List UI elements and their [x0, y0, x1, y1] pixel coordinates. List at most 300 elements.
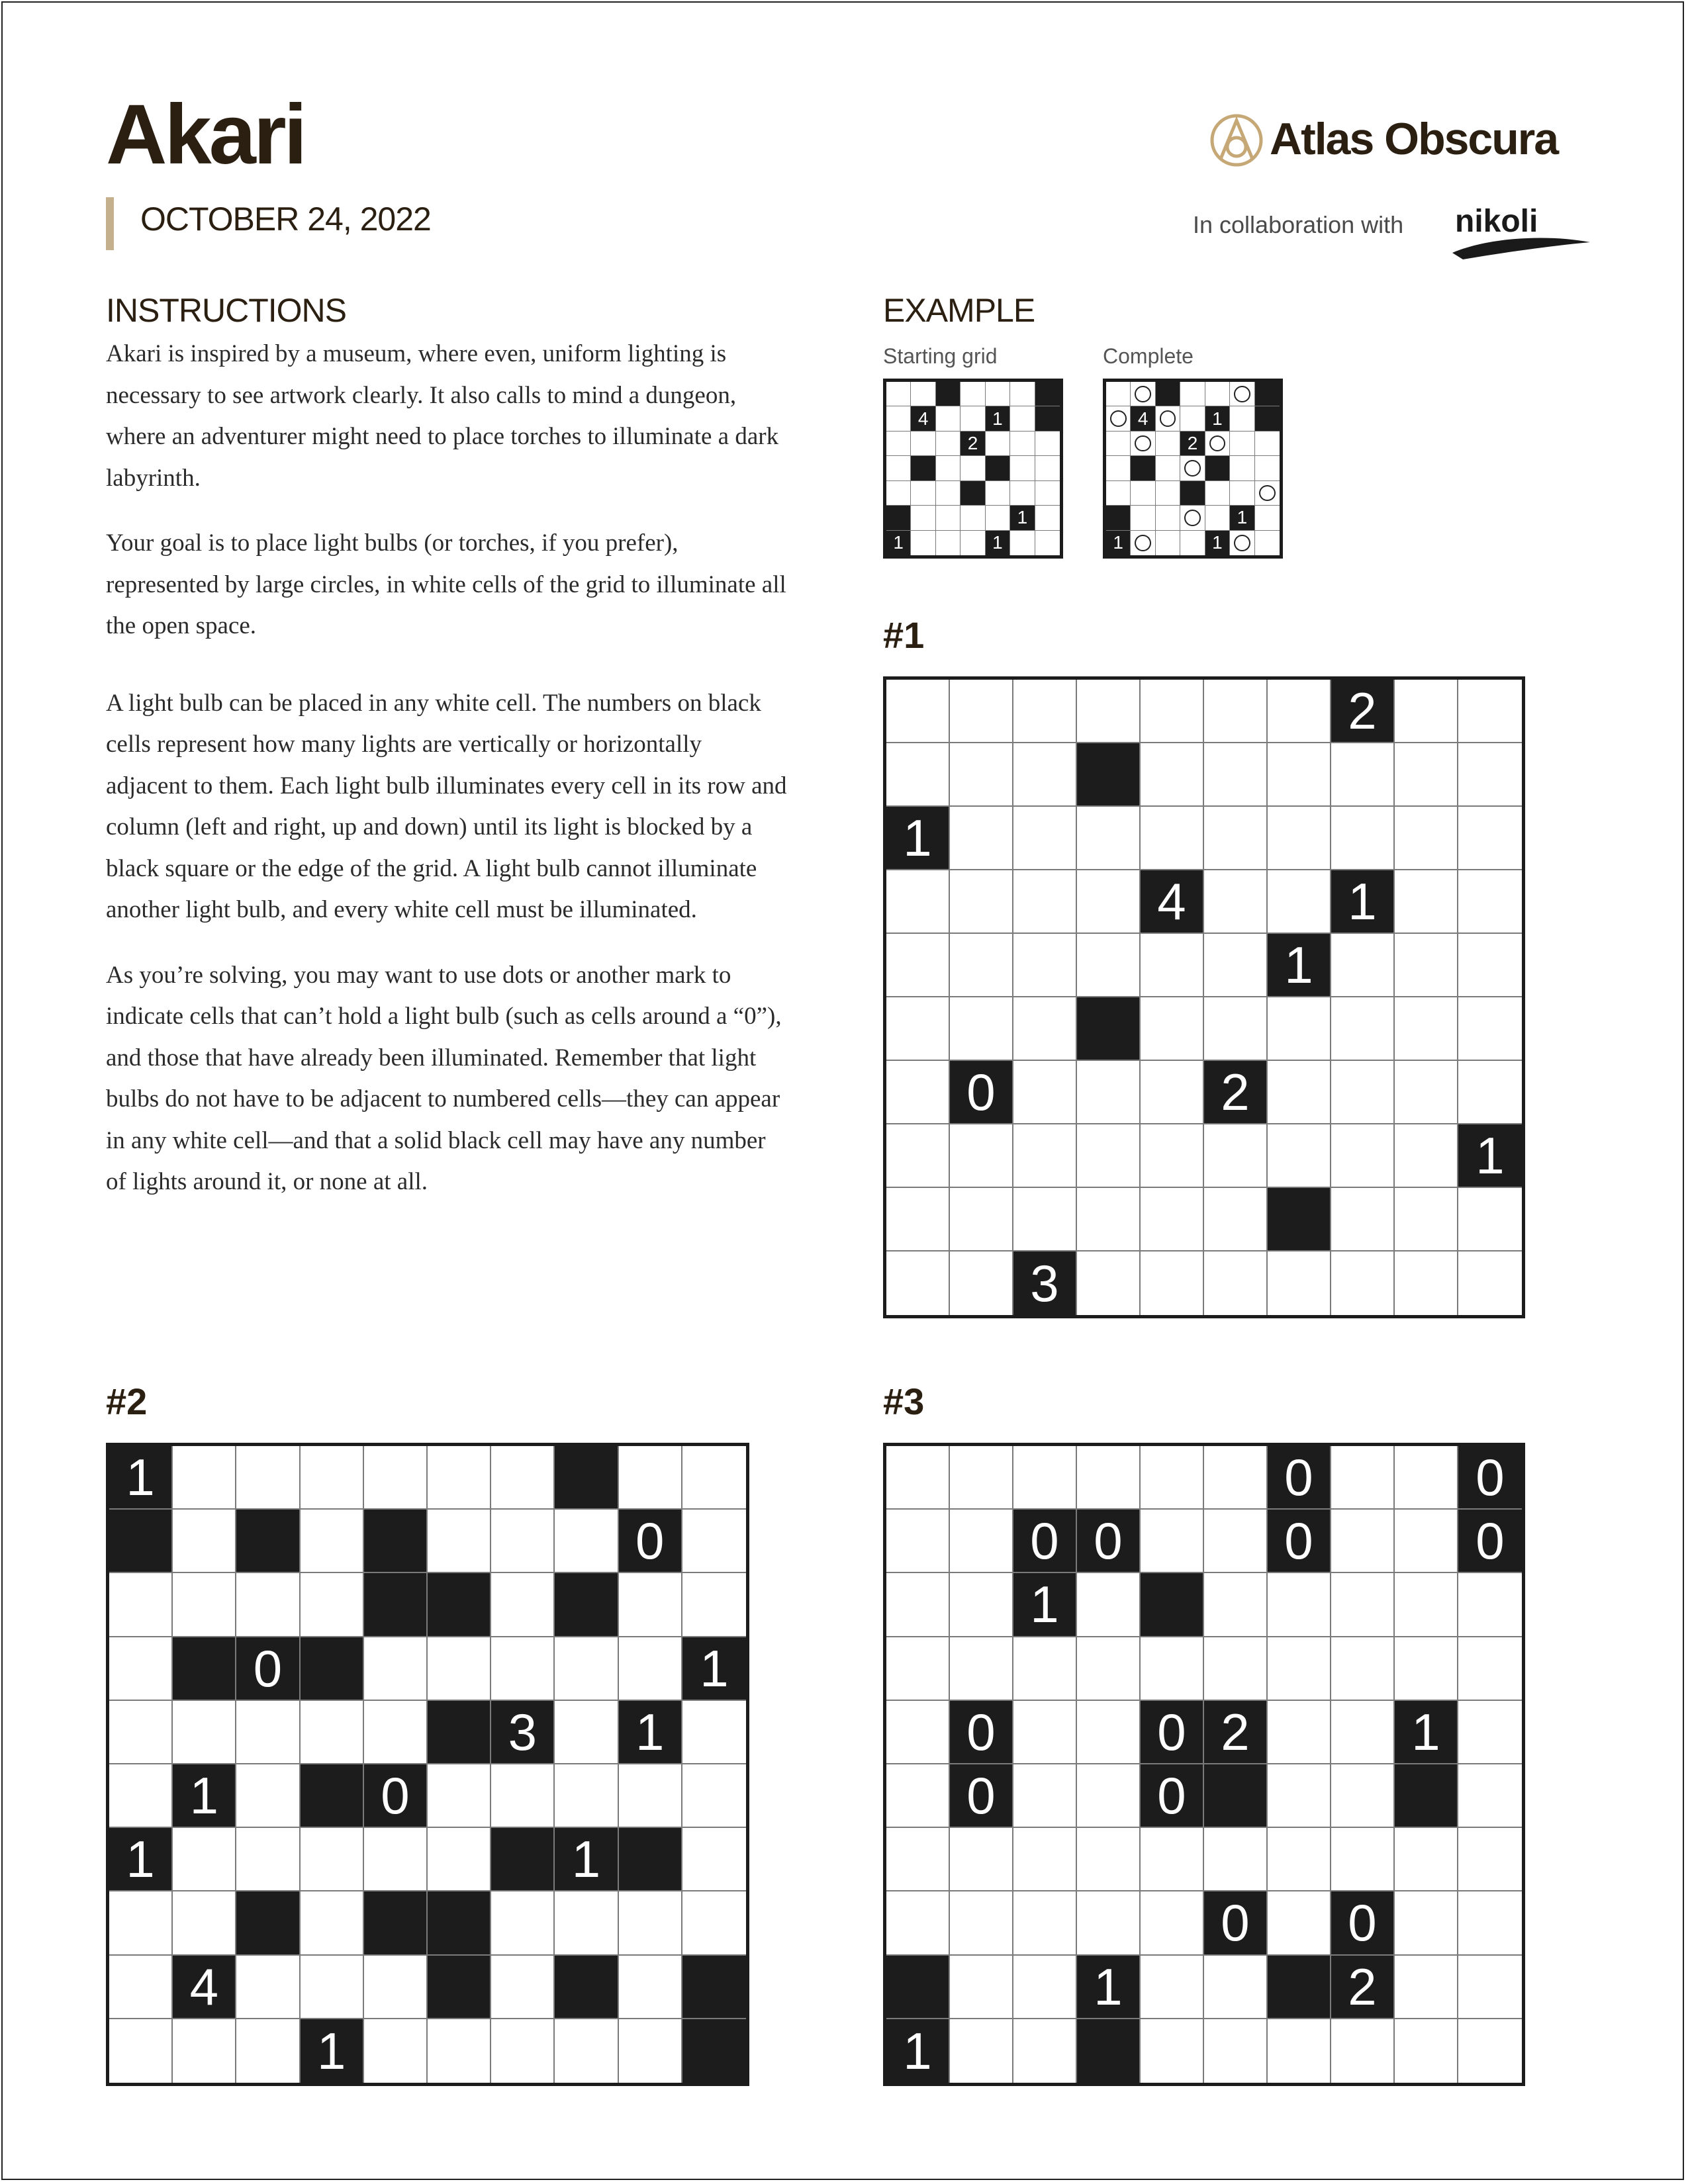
white-cell[interactable]	[950, 2019, 1013, 2083]
white-cell[interactable]	[1077, 1891, 1141, 1955]
white-cell[interactable]	[364, 1956, 428, 2019]
white-cell[interactable]	[1458, 934, 1522, 997]
white-cell[interactable]	[1255, 506, 1280, 530]
white-cell[interactable]	[1077, 1188, 1141, 1251]
white-cell[interactable]	[986, 432, 1010, 456]
white-cell[interactable]	[1180, 406, 1205, 431]
white-cell[interactable]	[1268, 1124, 1331, 1188]
white-cell[interactable]	[1204, 807, 1268, 870]
white-cell[interactable]	[950, 1891, 1013, 1955]
white-cell[interactable]	[886, 1701, 950, 1764]
white-cell[interactable]	[911, 382, 935, 406]
white-cell[interactable]	[619, 1573, 682, 1637]
white-cell[interactable]	[1077, 1061, 1141, 1124]
white-cell[interactable]	[428, 1446, 491, 1510]
white-cell[interactable]	[1204, 1446, 1268, 1510]
white-cell[interactable]	[1204, 1828, 1268, 1891]
white-cell[interactable]	[682, 1701, 746, 1764]
white-cell[interactable]	[1331, 1188, 1395, 1251]
white-cell[interactable]	[1230, 456, 1254, 480]
white-cell[interactable]	[1331, 1061, 1395, 1124]
white-cell[interactable]	[1077, 1701, 1141, 1764]
white-cell[interactable]	[1331, 2019, 1395, 2083]
white-cell[interactable]	[1013, 1701, 1077, 1764]
white-cell[interactable]	[950, 680, 1013, 743]
white-cell[interactable]	[109, 2019, 173, 2083]
white-cell[interactable]	[961, 506, 985, 530]
white-cell[interactable]	[886, 1061, 950, 1124]
white-cell[interactable]	[364, 1701, 428, 1764]
white-cell[interactable]	[619, 1764, 682, 1828]
white-cell[interactable]	[950, 1637, 1013, 1701]
white-cell[interactable]	[1395, 1188, 1458, 1251]
white-cell[interactable]	[236, 2019, 300, 2083]
white-cell[interactable]	[1458, 1828, 1522, 1891]
white-cell[interactable]	[1331, 1701, 1395, 1764]
white-cell[interactable]	[936, 506, 961, 530]
white-cell[interactable]	[1204, 1956, 1268, 2019]
white-cell[interactable]	[1010, 456, 1035, 480]
white-cell[interactable]	[1204, 1251, 1268, 1315]
white-cell[interactable]	[555, 1510, 618, 1573]
white-cell[interactable]	[1331, 743, 1395, 807]
white-cell[interactable]	[886, 1891, 950, 1955]
white-cell[interactable]	[1395, 680, 1458, 743]
white-cell[interactable]	[682, 1828, 746, 1891]
white-cell[interactable]	[886, 382, 911, 406]
white-cell[interactable]	[236, 1956, 300, 2019]
white-cell[interactable]	[236, 1701, 300, 1764]
numbered-cell: 1	[1077, 1956, 1141, 2019]
white-cell[interactable]	[950, 934, 1013, 997]
white-cell[interactable]	[619, 2019, 682, 2083]
white-cell[interactable]	[1268, 1764, 1331, 1828]
white-cell[interactable]	[1458, 1637, 1522, 1701]
white-cell[interactable]	[1458, 743, 1522, 807]
white-cell[interactable]	[936, 406, 961, 431]
white-cell[interactable]	[1268, 680, 1331, 743]
white-cell[interactable]	[1141, 680, 1204, 743]
white-cell[interactable]	[1331, 807, 1395, 870]
white-cell[interactable]	[619, 1956, 682, 2019]
white-cell[interactable]	[1077, 1446, 1141, 1510]
white-cell[interactable]	[1458, 1188, 1522, 1251]
white-cell[interactable]	[1013, 1891, 1077, 1955]
white-cell[interactable]	[1156, 481, 1180, 506]
white-cell[interactable]	[364, 1828, 428, 1891]
white-cell[interactable]	[1013, 1637, 1077, 1701]
white-cell[interactable]	[109, 1891, 173, 1955]
white-cell[interactable]	[364, 1446, 428, 1510]
white-cell[interactable]	[1230, 481, 1254, 506]
white-cell[interactable]	[109, 1764, 173, 1828]
white-cell[interactable]	[1035, 456, 1060, 480]
white-cell[interactable]	[1331, 1637, 1395, 1701]
white-cell[interactable]	[986, 481, 1010, 506]
white-cell[interactable]	[1395, 1061, 1458, 1124]
white-cell[interactable]	[1141, 743, 1204, 807]
white-cell[interactable]	[1141, 1637, 1204, 1701]
white-cell[interactable]	[682, 1573, 746, 1637]
white-cell[interactable]	[936, 531, 961, 555]
white-cell[interactable]	[1255, 531, 1280, 555]
white-cell[interactable]	[886, 680, 950, 743]
white-cell[interactable]	[1141, 997, 1204, 1061]
white-cell[interactable]	[1331, 1446, 1395, 1510]
white-cell[interactable]	[1013, 997, 1077, 1061]
white-cell[interactable]	[950, 997, 1013, 1061]
white-cell[interactable]	[1268, 1828, 1331, 1891]
white-cell[interactable]	[619, 1637, 682, 1701]
white-cell[interactable]	[886, 1637, 950, 1701]
white-cell[interactable]	[950, 1188, 1013, 1251]
white-cell[interactable]	[1204, 1637, 1268, 1701]
white-cell[interactable]	[236, 1828, 300, 1891]
white-cell[interactable]	[1156, 531, 1180, 555]
white-cell[interactable]	[428, 1828, 491, 1891]
white-cell[interactable]	[173, 1510, 236, 1573]
numbered-cell: 0	[1268, 1510, 1331, 1573]
white-cell[interactable]	[886, 870, 950, 934]
white-cell[interactable]	[1156, 456, 1180, 480]
white-cell[interactable]	[173, 2019, 236, 2083]
white-cell[interactable]	[886, 1124, 950, 1188]
white-cell[interactable]	[1013, 1828, 1077, 1891]
white-cell[interactable]	[950, 1510, 1013, 1573]
white-cell[interactable]	[1395, 1956, 1458, 2019]
white-cell[interactable]	[1156, 432, 1180, 456]
white-cell[interactable]	[301, 1701, 364, 1764]
white-cell[interactable]	[1077, 1764, 1141, 1828]
white-cell[interactable]	[555, 1764, 618, 1828]
white-cell[interactable]	[1204, 743, 1268, 807]
white-cell[interactable]	[1141, 1510, 1204, 1573]
numbered-cell: 4	[1141, 870, 1204, 934]
white-cell[interactable]	[1458, 2019, 1522, 2083]
white-cell[interactable]	[1395, 934, 1458, 997]
white-cell[interactable]	[1268, 1251, 1331, 1315]
white-cell[interactable]	[173, 1828, 236, 1891]
white-cell[interactable]	[491, 1637, 555, 1701]
white-cell[interactable]	[1331, 997, 1395, 1061]
white-cell[interactable]	[428, 1510, 491, 1573]
white-cell[interactable]	[1013, 1061, 1077, 1124]
white-cell[interactable]	[1230, 406, 1254, 431]
white-cell[interactable]	[1106, 432, 1131, 456]
white-cell[interactable]	[1230, 432, 1254, 456]
white-cell[interactable]	[1458, 1573, 1522, 1637]
white-cell[interactable]	[301, 1956, 364, 2019]
white-cell[interactable]	[1013, 870, 1077, 934]
white-cell[interactable]	[911, 481, 935, 506]
white-cell[interactable]	[491, 1446, 555, 1510]
white-cell[interactable]	[911, 506, 935, 530]
white-cell[interactable]	[1077, 1124, 1141, 1188]
white-cell[interactable]	[1106, 456, 1131, 480]
white-cell[interactable]	[1013, 2019, 1077, 2083]
white-cell[interactable]	[1268, 1701, 1331, 1764]
white-cell[interactable]	[1204, 997, 1268, 1061]
white-cell[interactable]	[1077, 1573, 1141, 1637]
numbered-cell: 1	[1268, 934, 1331, 997]
white-cell[interactable]	[1035, 432, 1060, 456]
white-cell[interactable]	[1268, 997, 1331, 1061]
white-cell[interactable]	[1458, 1251, 1522, 1315]
white-cell[interactable]	[950, 870, 1013, 934]
white-cell[interactable]	[1035, 506, 1060, 530]
white-cell[interactable]	[619, 1446, 682, 1510]
white-cell[interactable]	[886, 432, 911, 456]
white-cell[interactable]	[1204, 1573, 1268, 1637]
white-cell[interactable]	[1180, 531, 1205, 555]
white-cell[interactable]	[1331, 1251, 1395, 1315]
white-cell[interactable]	[173, 1573, 236, 1637]
white-cell[interactable]	[173, 1446, 236, 1510]
white-cell[interactable]	[1010, 406, 1035, 431]
white-cell[interactable]	[1458, 997, 1522, 1061]
white-cell[interactable]	[950, 1956, 1013, 2019]
white-cell[interactable]	[961, 382, 985, 406]
white-cell[interactable]	[1141, 1828, 1204, 1891]
white-cell[interactable]	[950, 807, 1013, 870]
white-cell[interactable]	[1458, 1956, 1522, 2019]
white-cell[interactable]	[1395, 870, 1458, 934]
white-cell[interactable]	[1035, 481, 1060, 506]
white-cell[interactable]	[1106, 481, 1131, 506]
white-cell[interactable]	[1077, 870, 1141, 934]
white-cell[interactable]	[950, 1251, 1013, 1315]
white-cell[interactable]	[1010, 382, 1035, 406]
white-cell[interactable]	[301, 1891, 364, 1955]
white-cell[interactable]	[886, 1510, 950, 1573]
white-cell[interactable]	[1077, 807, 1141, 870]
white-cell[interactable]	[619, 1891, 682, 1955]
white-cell[interactable]	[491, 1956, 555, 2019]
white-cell[interactable]	[109, 1637, 173, 1701]
white-cell[interactable]	[301, 1446, 364, 1510]
white-cell[interactable]	[1205, 481, 1230, 506]
white-cell[interactable]	[1131, 506, 1155, 530]
white-cell[interactable]	[1395, 1891, 1458, 1955]
white-cell[interactable]	[1458, 1891, 1522, 1955]
white-cell[interactable]	[491, 1891, 555, 1955]
white-cell[interactable]	[1395, 997, 1458, 1061]
white-cell[interactable]	[1141, 1188, 1204, 1251]
white-cell[interactable]	[1458, 870, 1522, 934]
white-cell[interactable]	[301, 1510, 364, 1573]
white-cell[interactable]	[1141, 934, 1204, 997]
white-cell[interactable]	[1395, 1637, 1458, 1701]
white-cell[interactable]	[886, 743, 950, 807]
white-cell[interactable]	[1395, 743, 1458, 807]
white-cell[interactable]	[950, 1124, 1013, 1188]
white-cell[interactable]	[1205, 382, 1230, 406]
white-cell[interactable]	[491, 1573, 555, 1637]
white-cell[interactable]	[936, 456, 961, 480]
white-cell[interactable]	[1395, 2019, 1458, 2083]
white-cell[interactable]	[364, 2019, 428, 2083]
white-cell[interactable]	[1013, 1124, 1077, 1188]
white-cell[interactable]	[1268, 2019, 1331, 2083]
white-cell[interactable]	[1141, 1956, 1204, 2019]
white-cell[interactable]	[1268, 1891, 1331, 1955]
white-cell[interactable]	[1131, 481, 1155, 506]
white-cell[interactable]	[1106, 382, 1131, 406]
white-cell[interactable]	[1395, 1124, 1458, 1188]
white-cell[interactable]	[1204, 1188, 1268, 1251]
white-cell[interactable]	[886, 1188, 950, 1251]
white-cell[interactable]	[986, 382, 1010, 406]
white-cell[interactable]	[950, 1828, 1013, 1891]
white-cell[interactable]	[1077, 1828, 1141, 1891]
white-cell[interactable]	[555, 1701, 618, 1764]
white-cell[interactable]	[1141, 1446, 1204, 1510]
white-cell[interactable]	[1331, 1124, 1395, 1188]
white-cell[interactable]	[1204, 934, 1268, 997]
white-cell[interactable]	[1331, 1764, 1395, 1828]
white-cell[interactable]	[1010, 432, 1035, 456]
white-cell[interactable]	[301, 1828, 364, 1891]
white-cell[interactable]	[1458, 680, 1522, 743]
white-cell[interactable]	[555, 1891, 618, 1955]
white-cell[interactable]	[1013, 680, 1077, 743]
white-cell[interactable]	[1141, 1251, 1204, 1315]
white-cell[interactable]	[1268, 1573, 1331, 1637]
complete-grid-label: Complete	[1103, 344, 1194, 368]
white-cell[interactable]	[911, 531, 935, 555]
white-cell[interactable]	[1395, 1251, 1458, 1315]
white-cell[interactable]	[236, 1573, 300, 1637]
white-cell[interactable]	[1268, 743, 1331, 807]
white-cell[interactable]	[886, 1446, 950, 1510]
white-cell[interactable]	[236, 1764, 300, 1828]
white-cell[interactable]	[1013, 1764, 1077, 1828]
white-cell[interactable]	[886, 481, 911, 506]
white-cell[interactable]	[301, 1573, 364, 1637]
white-cell[interactable]	[1010, 481, 1035, 506]
white-cell[interactable]	[1013, 1188, 1077, 1251]
white-cell[interactable]	[1013, 1446, 1077, 1510]
white-cell[interactable]	[1141, 807, 1204, 870]
white-cell[interactable]	[173, 1701, 236, 1764]
white-cell[interactable]	[886, 456, 911, 480]
white-cell[interactable]	[886, 1573, 950, 1637]
white-cell[interactable]	[1204, 2019, 1268, 2083]
white-cell[interactable]	[1395, 1573, 1458, 1637]
white-cell[interactable]	[886, 1764, 950, 1828]
white-cell[interactable]	[555, 1637, 618, 1701]
white-cell[interactable]	[1141, 1061, 1204, 1124]
white-cell[interactable]	[1268, 1637, 1331, 1701]
white-cell[interactable]	[961, 531, 985, 555]
white-cell[interactable]	[1077, 1637, 1141, 1701]
white-cell[interactable]	[1458, 1701, 1522, 1764]
white-cell[interactable]	[682, 1891, 746, 1955]
white-cell[interactable]	[555, 2019, 618, 2083]
white-cell[interactable]	[1077, 680, 1141, 743]
white-cell[interactable]	[886, 1251, 950, 1315]
white-cell[interactable]	[1458, 1061, 1522, 1124]
white-cell[interactable]	[1204, 870, 1268, 934]
white-cell[interactable]	[682, 1764, 746, 1828]
white-cell[interactable]	[1395, 1828, 1458, 1891]
white-cell[interactable]	[1331, 1828, 1395, 1891]
white-cell[interactable]	[1331, 1510, 1395, 1573]
white-cell[interactable]	[491, 2019, 555, 2083]
black-cell	[428, 1956, 491, 2019]
white-cell[interactable]	[491, 1510, 555, 1573]
white-cell[interactable]	[682, 1510, 746, 1573]
white-cell[interactable]	[1204, 1510, 1268, 1573]
white-cell[interactable]	[1458, 1764, 1522, 1828]
white-cell[interactable]	[428, 1637, 491, 1701]
white-cell[interactable]	[1077, 934, 1141, 997]
white-cell[interactable]	[886, 934, 950, 997]
white-cell[interactable]	[1331, 934, 1395, 997]
white-cell[interactable]	[364, 1637, 428, 1701]
white-cell[interactable]	[1395, 1446, 1458, 1510]
white-cell[interactable]	[911, 432, 935, 456]
white-cell[interactable]	[1035, 531, 1060, 555]
white-cell[interactable]	[1141, 1124, 1204, 1188]
white-cell[interactable]	[1013, 1956, 1077, 2019]
white-cell[interactable]	[1268, 807, 1331, 870]
white-cell[interactable]	[886, 406, 911, 431]
white-cell[interactable]	[950, 743, 1013, 807]
white-cell[interactable]	[1268, 870, 1331, 934]
white-cell[interactable]	[1013, 743, 1077, 807]
white-cell[interactable]	[1205, 506, 1230, 530]
white-cell[interactable]	[1013, 807, 1077, 870]
white-cell[interactable]	[950, 1573, 1013, 1637]
white-cell[interactable]	[1141, 1891, 1204, 1955]
white-cell[interactable]	[428, 1764, 491, 1828]
white-cell[interactable]	[1204, 680, 1268, 743]
white-cell[interactable]	[236, 1446, 300, 1510]
white-cell[interactable]	[1255, 432, 1280, 456]
white-cell[interactable]	[428, 2019, 491, 2083]
white-cell[interactable]	[961, 456, 985, 480]
white-cell[interactable]	[1204, 1124, 1268, 1188]
white-cell[interactable]	[936, 481, 961, 506]
white-cell[interactable]	[1458, 807, 1522, 870]
white-cell[interactable]	[1331, 1573, 1395, 1637]
white-cell[interactable]	[109, 1956, 173, 2019]
white-cell[interactable]	[682, 1446, 746, 1510]
white-cell[interactable]	[1010, 531, 1035, 555]
white-cell[interactable]	[936, 432, 961, 456]
white-cell[interactable]	[173, 1891, 236, 1955]
white-cell[interactable]	[491, 1764, 555, 1828]
white-cell[interactable]	[1395, 807, 1458, 870]
numbered-cell: 0	[950, 1701, 1013, 1764]
white-cell[interactable]	[961, 406, 985, 431]
white-cell[interactable]	[1141, 2019, 1204, 2083]
white-cell[interactable]	[1013, 934, 1077, 997]
white-cell[interactable]	[1255, 456, 1280, 480]
white-cell[interactable]	[109, 1573, 173, 1637]
white-cell[interactable]	[986, 506, 1010, 530]
white-cell[interactable]	[886, 997, 950, 1061]
white-cell[interactable]	[1077, 1251, 1141, 1315]
white-cell[interactable]	[950, 1446, 1013, 1510]
white-cell[interactable]	[109, 1701, 173, 1764]
white-cell[interactable]	[886, 1828, 950, 1891]
white-cell[interactable]	[1156, 506, 1180, 530]
white-cell[interactable]	[1268, 1061, 1331, 1124]
white-cell[interactable]	[1180, 382, 1205, 406]
white-cell[interactable]	[1395, 1510, 1458, 1573]
